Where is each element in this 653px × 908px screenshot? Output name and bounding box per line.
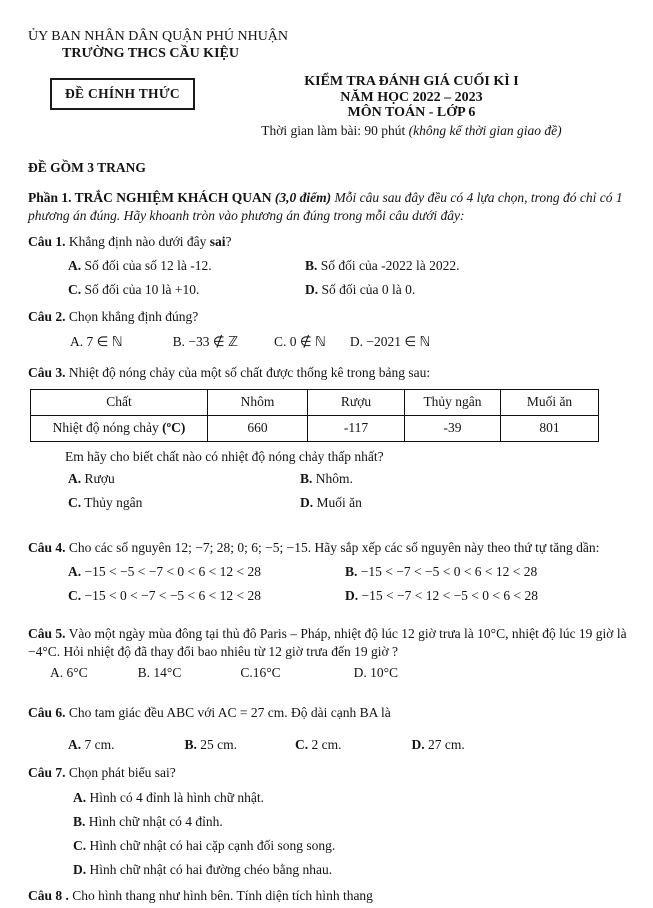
part1-heading [28,189,628,226]
option-c-text: Thủy ngân [81,494,143,510]
row-label-text: Nhiệt độ nóng chảy [52,420,163,435]
option-a [68,255,305,276]
exam-titles [195,74,628,139]
page-count-note: ĐỀ GỒM 3 TRANG [28,159,146,175]
option-c [295,734,342,755]
option-c [240,662,280,683]
option-d-text: Muối ăn [313,494,362,510]
option-c-letter: C. [73,837,87,853]
option-d [412,734,465,755]
option-b-text: −15 < −7 < −5 < 0 < 6 < 12 < 28 [357,563,538,579]
option-a-text: −15 < −5 < −7 < 0 < 6 < 12 < 28 [81,563,262,579]
option-c [68,279,305,300]
option-c-letter: C. [68,587,82,603]
option-a-text: 7 ∈ ℕ [83,333,123,349]
option-d-letter: D. [411,736,425,752]
question-2-text: Chọn khẳng định đúng? [65,308,199,324]
option-c-letter: C. [295,736,309,752]
option-b-letter: B. [300,470,313,486]
option-b [305,255,628,276]
question-8 [28,884,628,908]
option-a-text: Số đối của số 12 là -12. [81,257,212,273]
option-d [354,662,398,683]
question-7-label: Câu 7. [28,764,66,780]
question-3-label: Câu 3. [28,364,66,380]
question-1-options [28,255,628,300]
option-b [185,734,238,755]
title-block-row [28,74,628,139]
duration-text: Thời gian làm bài: 90 phút [261,122,409,138]
option-d-text: −2021 ∈ ℕ [363,333,431,349]
question-2 [28,308,628,352]
part1-title: Phần 1. TRẮC NGHIỆM KHÁCH QUAN [28,189,275,205]
option-d [345,585,628,606]
question-7-text: Chọn phát biểu sai? [65,764,176,780]
option-a-text: Hình có 4 đỉnh là hình chữ nhật. [86,789,265,805]
option-b [28,810,628,834]
question-6-label: Câu 6. [28,704,66,720]
question-3-options [28,468,628,513]
table-value-row [31,415,599,441]
question-5-label: Câu 5. [28,625,66,641]
option-c [28,834,628,858]
option-b-letter: B. [305,257,318,273]
school-line: TRƯỜNG THCS CẦU KIỆU [62,46,239,61]
table-header-row [31,389,599,415]
option-d-text: Số đối của 0 là 0. [318,281,416,297]
question-3 [28,364,628,513]
option-b-letter: B. [345,563,358,579]
question-4 [28,539,628,606]
question-1-text-end: ? [225,233,232,249]
option-d-letter: D. [349,333,363,349]
question-6-options [28,734,628,755]
question-1 [28,233,628,300]
value-cell-aluminum: 660 [208,415,308,441]
question-4-text: Cho các số nguyên 12; −7; 28; 0; 6; −5; −15. Hãy sắp xếp các số nguyên này theo thứ tự tăng dần: [65,539,600,555]
option-a-text: 6°C [63,664,88,680]
option-c-text: 2 cm. [308,736,342,752]
option-b-text: Nhôm. [312,470,353,486]
option-a [68,734,115,755]
question-7-options [28,786,628,882]
header-cell-alcohol: Rượu [308,389,405,415]
option-a-letter: A. [50,664,64,680]
option-b-letter: B. [184,736,197,752]
option-d-letter: D. [300,494,314,510]
option-c-text: −15 < 0 < −7 < −5 < 6 < 12 < 28 [81,587,262,603]
question-1-text: Khẳng định nào dưới đây [65,233,210,249]
option-b-text: Số đối của -2022 là 2022. [317,257,460,273]
option-a-letter: A. [70,333,84,349]
row-label-cell [31,415,208,441]
value-cell-mercury: -39 [405,415,501,441]
question-1-keyword: sai [209,233,226,249]
option-a-text: Rượu [81,470,115,486]
option-b-text: 25 cm. [196,736,238,752]
header-cell-salt: Muối ăn [501,389,599,415]
header-cell-aluminum: Nhôm [208,389,308,415]
exam-title: KIỂM TRA ĐÁNH GIÁ CUỐI KÌ I [304,74,519,89]
question-3-text: Nhiệt độ nóng chảy của một số chất được thống kê trong bảng sau: [65,364,431,380]
option-b-letter: B. [137,664,151,680]
option-a [68,561,345,582]
question-4-options [28,561,628,606]
option-b-letter: B. [172,333,185,349]
option-c-letter: C. [68,494,82,510]
question-1-label: Câu 1. [28,233,66,249]
option-a-text: 7 cm. [81,736,115,752]
option-a-letter: A. [68,563,82,579]
option-b [345,561,628,582]
question-2-options [28,331,628,352]
school-year: NĂM HỌC 2022 – 2023 [340,89,483,105]
option-a-letter: A. [68,470,82,486]
part1-points: (3,0 điểm) [274,189,332,205]
header-cell-mercury: Thủy ngân [405,389,501,415]
melting-point-table [30,389,599,442]
option-c-text: 0 ∉ ℕ [286,333,326,349]
option-a [28,786,628,810]
option-d [350,331,430,352]
option-d-letter: D. [305,281,319,297]
option-d-text: 27 cm. [424,736,465,752]
option-b-text: Hình chữ nhật có 4 đỉnh. [85,813,223,829]
option-b [138,662,182,683]
issuer-line: ỦY BAN NHÂN DÂN QUẬN PHÚ NHUẬN [28,29,289,44]
question-5 [28,625,628,683]
option-d-letter: D. [73,861,87,877]
option-b [173,331,238,352]
question-6 [28,704,628,755]
question-8-label: Câu 8 . [28,887,69,903]
option-d [28,858,628,882]
question-4-label: Câu 4. [28,539,66,555]
option-b-letter: B. [73,813,86,829]
option-c-text: 16°C [252,664,281,680]
option-b-text: −33 ∉ ℤ [184,333,239,349]
question-5-text: Vào một ngày mùa đông tại thủ đô Paris – Pháp, nhiệt độ lúc 12 giờ trưa là 10°C, nhiệt độ lúc 19 giờ là −4°C. Hỏi nhiệt độ đã thay đổi bao nhiêu từ 12 giờ trưa đến 19 giờ ? [28,625,627,659]
option-c-text: Hình chữ nhật có hai cặp cạnh đối song song. [86,837,336,853]
option-d-text: 10°C [366,664,399,680]
question-2-label: Câu 2. [28,308,66,324]
question-8-text: Cho hình thang như hình bên. Tính diện tích hình thang [68,887,373,903]
option-d-text: Hình chữ nhật có hai đường chéo bằng nhau. [86,861,333,877]
option-c-letter: C. [274,333,287,349]
option-a-letter: A. [68,736,82,752]
option-c-text: Số đối của 10 là +10. [81,281,200,297]
option-d-text: −15 < −7 < 12 < −5 < 0 < 6 < 28 [358,587,539,603]
option-a [50,662,88,683]
value-cell-alcohol: -117 [308,415,405,441]
option-c [68,492,300,513]
question-6-text: Cho tam giác đều ABC với AC = 27 cm. Độ dài cạnh BA là [65,704,391,720]
header [28,28,628,139]
header-cell-substance: Chất [31,389,208,415]
question-3-subtext: Em hãy cho biết chất nào có nhiệt độ nóng chảy thấp nhất? [65,448,384,464]
question-5-options [28,662,628,683]
option-d [300,492,628,513]
option-a [68,468,300,489]
option-d-letter: D. [353,664,367,680]
option-c-letter: C. [68,281,82,297]
duration-line [195,123,628,139]
option-b [300,468,628,489]
option-c-letter: C. [240,664,253,680]
option-d-letter: D. [345,587,359,603]
option-a-letter: A. [68,257,82,273]
option-d [305,279,628,300]
duration-note: (không kể thời gian giao đề) [408,122,562,138]
row-label-unit: (ºC) [162,420,186,435]
option-b-text: 14°C [150,664,182,680]
subject-grade: MÔN TOÁN - LỚP 6 [347,105,476,120]
option-a [70,331,123,352]
option-c [274,331,326,352]
part1-instructions: Mỗi câu sau đây đều có 4 lựa chọn, trong đó chỉ có 1 phương án đúng. Hãy khoanh tròn vào phương án đúng trong mỗi câu dưới đây: [28,189,623,223]
value-cell-salt: 801 [501,415,599,441]
official-exam-box: ĐỀ CHÍNH THỨC [50,78,195,110]
option-c [68,585,345,606]
option-a-letter: A. [73,789,87,805]
question-7 [28,764,628,882]
